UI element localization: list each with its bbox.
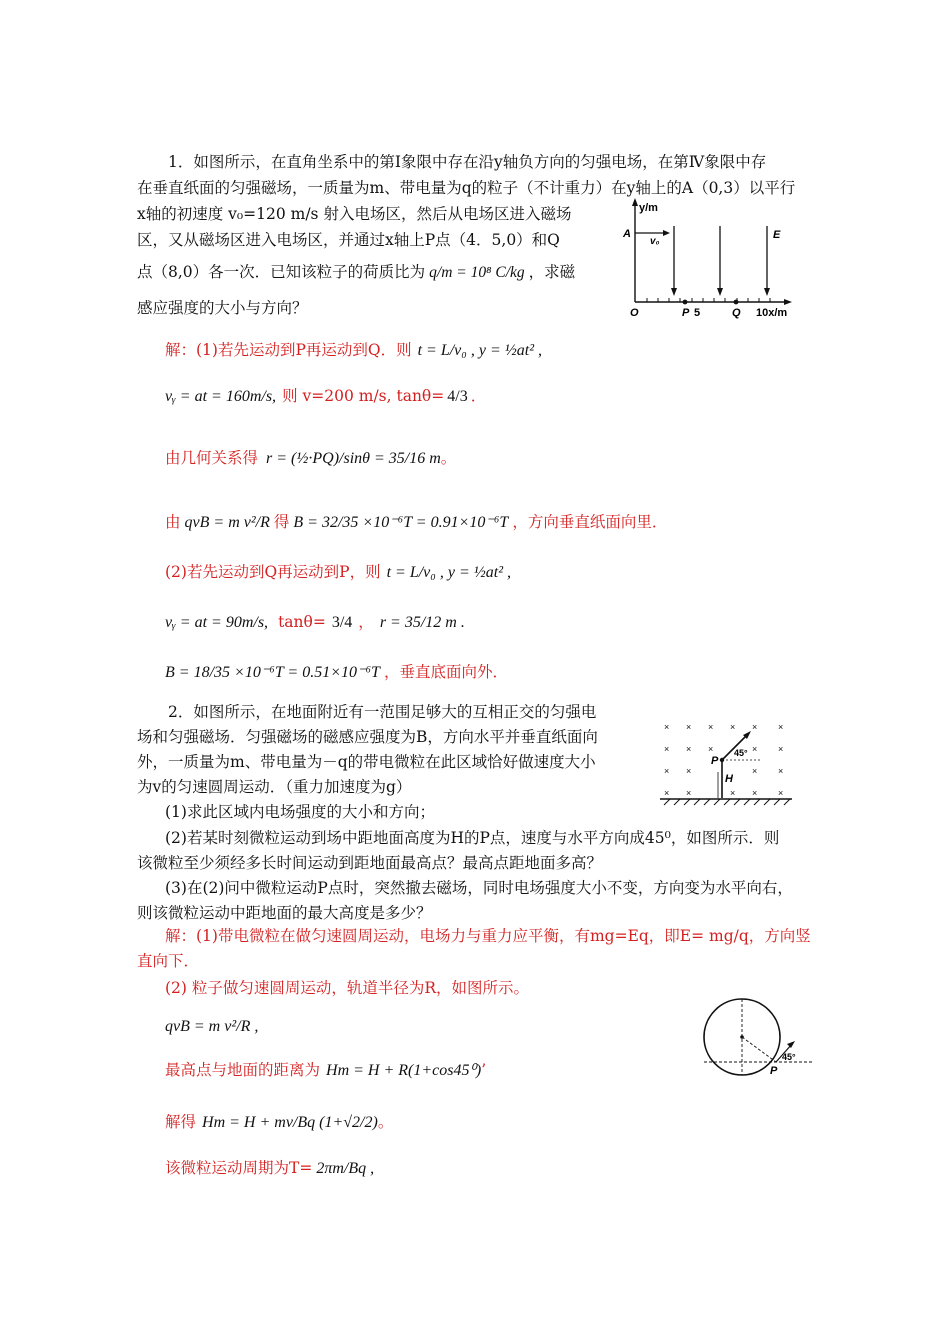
svg-text:×: × [664, 788, 670, 798]
svg-text:×: × [752, 788, 758, 798]
s1-line-6-text: tanθ= [278, 613, 326, 631]
svg-text:×: × [664, 722, 670, 732]
p2-line-4: 为v的匀速圆周运动．（重力加速度为g） [137, 778, 412, 796]
s1-formula-r-2: r = 35/12 m . [379, 614, 465, 631]
s1-formula-r: r = (½·PQ)/sinθ = 35/16 m [266, 450, 441, 467]
s2-line-1: 解：(1)带电微粒在做匀速圆周运动，电场力与重力应平衡，有mg=Eq，即E= mg/q，方向竖 [165, 927, 811, 945]
p2-question-3b: 则该微粒运动中距地面的最大高度是多少？ [137, 904, 432, 922]
p2-line-2: 场和匀强磁场．匀强磁场的磁感应强度为B，方向水平并垂直纸面向 [137, 728, 598, 746]
s2-line-6 [165, 1156, 374, 1181]
s1-line-7 [165, 660, 508, 685]
svg-text:×: × [730, 722, 736, 732]
s1-line-4 [165, 510, 667, 535]
s1-line-4-c: ，方向垂直纸面向里． [512, 513, 668, 531]
fig2-h-label: H [725, 773, 733, 785]
s1-line-2: vᵧ = at = 160m/s, 则 v=200 m/s, tanθ= 4/3 ． [165, 384, 486, 409]
s2-line-5-text: 解得 [165, 1113, 197, 1131]
s1-formula-b2: B = 18/35 ×10⁻⁶T = 0.51×10⁻⁶T [165, 664, 380, 681]
fig1-p-label: P [682, 307, 690, 319]
svg-text:×: × [664, 744, 670, 754]
s1-line-5-text: (2)若先运动到Q再运动到P，则 [165, 563, 381, 581]
p2-question-2a: (2)若某时刻微粒运动到场中距地面高度为H的P点，速度与水平方向成45⁰，如图所示．则 [165, 829, 780, 847]
fig1-a-label: A [623, 228, 631, 240]
s2-formula-force: qvB = m v²/R , [165, 1018, 259, 1035]
p2-line-3: 外，一质量为m、带电量为－q的带电微粒在此区域恰好做速度大小 [137, 753, 596, 771]
fig3-angle-label: 45° [782, 1052, 796, 1062]
s1-tan-value: 4/3 [447, 388, 468, 405]
s2-line-1b: 直向下． [137, 952, 200, 970]
s1-line-1 [165, 338, 542, 363]
fig1-y-label: y/m [639, 202, 658, 214]
svg-text:×: × [752, 744, 758, 754]
s2-line-6-text: 该微粒运动周期为T= [165, 1159, 313, 1177]
s1-line-7-text: ，垂直底面向外． [383, 663, 508, 681]
fig1-q-label: Q [732, 307, 741, 319]
s1-line-6: vᵧ = at = 90m/s, tanθ= 3/4 ， r = 35/12 m . [165, 613, 465, 631]
svg-text:×: × [778, 788, 784, 798]
figure-1-coordinate-diagram [612, 196, 802, 322]
svg-text:×: × [686, 788, 692, 798]
p1-line-5 [137, 260, 575, 285]
p1-line-2: 在垂直纸面的匀强磁场，一质量为m、带电量为q的粒子（不计重力）在y轴上的A（0,3）以平行 [137, 179, 796, 197]
svg-text:×: × [730, 788, 736, 798]
s1-line-2-text: 则 v=200 m/s, tanθ= [282, 387, 445, 405]
p1-line-5-text: 点（8,0）各一次．已知该粒子的荷质比为 [137, 263, 426, 281]
s1-formula-vy-2: vᵧ = at = 90m/s, [165, 614, 269, 631]
s1-line-3-text: 由几何关系得 [165, 449, 259, 467]
charge-mass-ratio: q/m = 10⁸ C/kg [429, 264, 525, 281]
svg-text:×: × [664, 766, 670, 776]
svg-text:×: × [752, 722, 758, 732]
svg-text:×: × [778, 722, 784, 732]
p1-line-5-end: ，求磁 [528, 263, 576, 281]
s1-tan-value-2: 3/4 [331, 614, 353, 631]
s1-tan-fraction [447, 385, 467, 409]
p2-question-3a: (3)在(2)问中微粒运动P点时，突然撤去磁场，同时电场强度大小不变，方向变为水平向右， [165, 879, 793, 897]
s2-line-3 [165, 1014, 258, 1039]
s2-formula-hm-result: Hm = H + mv/Bq (1+√2/2) [202, 1114, 378, 1131]
fig1-origin-label: O [630, 307, 639, 319]
s2-line-4: 最高点与地面的距离为 Hm = H + R(1+cos45⁰)’ [165, 1061, 487, 1079]
p2-question-1: (1)求此区域内电场强度的大小和方向； [165, 803, 435, 821]
fig1-e-label: E [773, 229, 781, 241]
svg-text:×: × [686, 744, 692, 754]
figure-3-circle-diagram [700, 982, 820, 1092]
svg-text:×: × [752, 766, 758, 776]
fig3-p-label: P [770, 1065, 778, 1077]
s2-formula-period: 2πm/Bq , [316, 1160, 375, 1177]
s1-formula-vy: vᵧ = at = 160m/s, [165, 388, 277, 405]
s1-line-3: 由几何关系得 r = (½·PQ)/sinθ = 35/16 m。 [165, 449, 457, 467]
s2-formula-hm: Hm = H + R(1+cos45⁰) [326, 1062, 482, 1079]
svg-text:×: × [708, 744, 714, 754]
s2-line-5-end: 。 [377, 1113, 394, 1131]
svg-text:×: × [778, 766, 784, 776]
fig1-x-label: 10x/m [756, 307, 788, 319]
svg-text:×: × [686, 766, 692, 776]
fig1-v0-label: v₀ [650, 236, 660, 247]
svg-text:×: × [686, 722, 692, 732]
s1-line-1-text: 解：(1)若先运动到P再运动到Q．则 [165, 341, 412, 359]
s1-line-5 [165, 560, 511, 585]
fig2-angle-label: 45° [734, 748, 748, 758]
p2-question-2b: 该微粒至少须经多长时间运动到距地面最高点？最高点距地面多高？ [137, 854, 603, 872]
p1-line-6: 感应强度的大小与方向？ [137, 299, 308, 317]
p1-line-3: x轴的初速度 v₀=120 m/s 射入电场区，然后从电场区进入磁场 [137, 205, 572, 223]
s2-line-4-text: 最高点与地面的距离为 [165, 1061, 321, 1079]
s1-formula-t-y: t = L/v₀ , y = ½at² , [417, 342, 542, 359]
svg-text:×: × [708, 722, 714, 732]
fig2-p-label: P [711, 755, 719, 767]
p1-line-1: 1．如图所示，在直角坐系中的第Ⅰ象限中存在沿y轴负方向的匀强电场，在第Ⅳ象限中存 [168, 153, 767, 171]
s1-line-4-b: 得 [273, 513, 290, 531]
s1-line-4-a: 由 [165, 513, 181, 531]
s1-formula-b1: B = 32/35 ×10⁻⁶T = 0.91×10⁻⁶T [293, 514, 509, 531]
fig1-five-label: 5 [694, 307, 701, 319]
svg-text:×: × [778, 744, 784, 754]
p1-line-4: 区，又从磁场区进入电场区，并通过x轴上P点（4．5,0）和Q [137, 231, 560, 249]
p2-line-1: 2．如图所示，在地面附近有一范围足够大的互相正交的匀强电 [168, 703, 597, 721]
s2-line-2: (2) 粒子做匀速圆周运动，轨道半径为R，如图所示。 [165, 979, 530, 997]
s1-formula-force: qvB = m v²/R [184, 514, 270, 531]
s2-line-5 [165, 1110, 393, 1135]
figure-2-field-diagram [656, 716, 796, 808]
s1-formula-t-y-2: t = L/v₀ , y = ½at² , [386, 564, 511, 581]
